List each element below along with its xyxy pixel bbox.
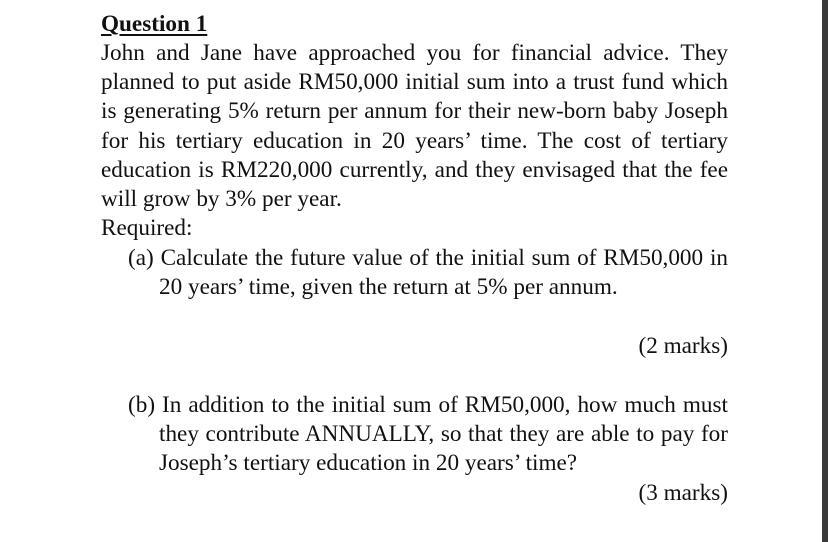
part-a-text: (a) Calculate the future value of the initial sum of RM50,000 in 20 years’ time, given the return at 5% per annum. — [128, 245, 728, 301]
required-label: Required: — [101, 215, 193, 241]
part-b-marks: (3 marks) — [638, 480, 728, 506]
window-edge-divider — [822, 0, 828, 542]
part-a-marks: (2 marks) — [638, 333, 728, 359]
question-title: Question 1 — [101, 11, 208, 37]
part-b-text: (b) In addition to the initial sum of RM50,000, how much must they contribute ANNUALLY, so that they are able to pay for Joseph’s tertiary education in 20 years’ time? — [128, 392, 728, 477]
question-intro: John and Jane have approached you for financial advice. They planned to put aside RM50,000 initial sum into a trust fund which is generating 5% return per annum for their new-born baby Joseph for his tertiary education in 20 years’ time. The cost of tertiary education is RM220,000 currently, and they envisaged that the fee will grow by 3% per year. — [101, 40, 728, 213]
